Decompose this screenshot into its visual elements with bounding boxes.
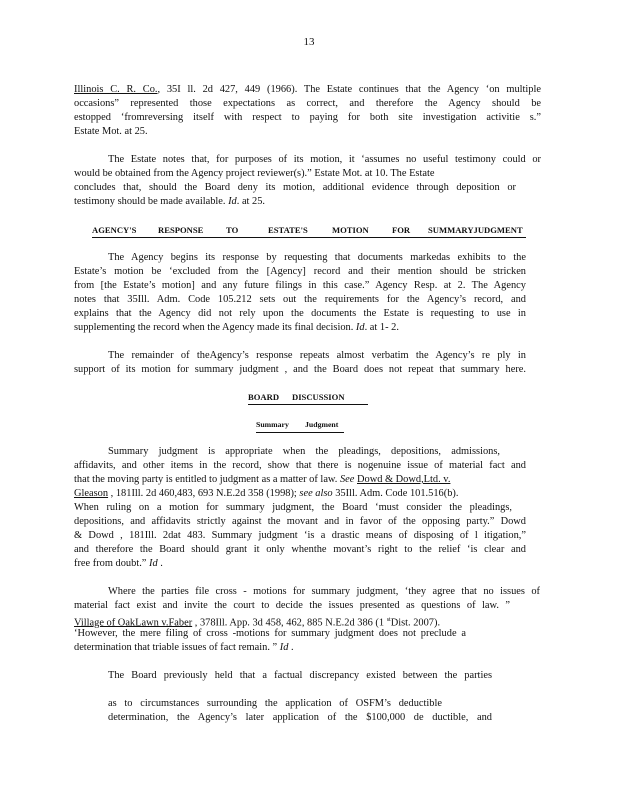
paragraph-5-line-1: Summary judgment is appropriate when the pleadings, depositions, admissions, [108, 446, 500, 457]
paragraph-3-line-1: The Agency begins its response by requesting that documents markedas exhibits to the [108, 252, 526, 263]
paragraph-6-line-3: Village of OakLawn v.Faber , 378Ill. App. 3d 458, 462, 885 N.E.2d 386 (1 $^{st}$Dist. 2007). [74, 617, 441, 629]
paragraph-5-line-3: that the moving party is entitled to judgment as a matter of law. See Dowd & Dowd,Ltd. v. [74, 474, 451, 485]
section-heading-board-discussion: BOARD DISCUSSION [248, 391, 368, 405]
paragraph-7-line-2: as to circumstances surrounding the application of OSFM’s deductible [108, 698, 442, 709]
paragraph-1-line-3: estopped ‘fromreversing itself with respect to paying for both site investigation activitie s.” [74, 112, 541, 123]
paragraph-3-line-3: from [the Estate’s motion] and any future filings in this case.” Agency Resp. at 2. The Agency [74, 280, 526, 291]
paragraph-5-line-7: & Dowd , 181Ill. 2dat 483. Summary judgment ‘is a drastic means of disposing of l itigation,” [74, 530, 526, 541]
paragraph-7-line-3: determination, the Agency’s later application of the $100,000 de ductible, and [108, 712, 492, 723]
page-number: 13 [303, 36, 315, 48]
case-citation: Gleason [74, 488, 109, 499]
paragraph-2-line-3: concludes that, should the Board deny its motion, additional evidence through deposition or [74, 182, 516, 193]
paragraph-3-line-2: Estate’s motion be ‘excluded from the [Agency] record and their mention should be stricken [74, 266, 526, 277]
paragraph-4-line-1: The remainder of theAgency’s response repeats almost verbatim the Agency’s re ply in [108, 350, 526, 361]
paragraph-1-line-2: occasions” represented those expectations as correct, and therefore the Agency should be [74, 98, 541, 109]
paragraph-4-line-2: support of its motion for summary judgment , and the Board does not repeat that summary here. [74, 364, 526, 375]
paragraph-7-line-1: The Board previously held that a factual discrepancy existed between the parties [108, 670, 492, 681]
case-citation: Dowd & Dowd,Ltd. v. [357, 474, 451, 485]
paragraph-3-line-4: notes that 35Ill. Adm. Code 105.212 sets out the requirements for the Agency’s record, and [74, 294, 526, 305]
paragraph-6-line-2: material fact exist and invite the court to decide the issues presented as questions of law. ” [74, 600, 510, 611]
section-heading-agency-response: AGENCY'S RESPONSE TO ESTATE'S MOTION FOR SUMMARYJUDGMENT [92, 224, 526, 238]
case-citation: Village of OakLawn v.Faber [74, 617, 193, 629]
paragraph-3-line-5: explains that the Agency did not rely upon the documents the Estate is requesting to use in [74, 308, 526, 319]
paragraph-2-line-4: testimony should be made available. Id. at 25. [74, 196, 266, 207]
paragraph-5-line-4: Gleason , 181Ill. 2d 460,483, 693 N.E.2d 358 (1998); see also 35Ill. Adm. Code 101.516(b). [74, 488, 459, 499]
paragraph-5-line-8: and therefore the Board should grant it only whenthe movant’s right to the relief ‘is clear and [74, 544, 526, 555]
paragraph-5-line-6: depositions, and affidavits strictly against the movant and in favor of the opposing party.” Dowd [74, 516, 526, 527]
paragraph-6-line-4: ‘However, the mere filing of cross -motions for summary judgment does not preclude a [74, 628, 466, 639]
paragraph-5-line-2: affidavits, and other items in the record, show that there is nogenuine issue of material fact and [74, 460, 526, 471]
paragraph-1-line-4: Estate Mot. at 25. [74, 126, 148, 137]
paragraph-3-line-6: supplementing the record when the Agency made its final decision. Id. at 1- 2. [74, 322, 399, 333]
paragraph-2-line-1: The Estate notes that, for purposes of its motion, it ‘assumes no useful testimony could or [108, 154, 541, 165]
paragraph-5-line-5: When ruling on a motion for summary judgment, the Board ‘must consider the pleadings, [74, 502, 512, 513]
paragraph-6-line-1: Where the parties file cross - motions for summary judgment, ‘they agree that no issues of [108, 586, 540, 597]
paragraph-5-line-9: free from doubt.” Id . [74, 558, 163, 569]
paragraph-1-line-1: Illinois C. R. Co., 35I ll. 2d 427, 449 (1966). The Estate continues that the Agency ‘on multiple [74, 84, 541, 95]
paragraph-2-line-2: would be obtained from the Agency project reviewer(s).” Estate Mot. at 10. The Estate [74, 168, 435, 179]
subheading-summary-judgment: Summary Judgment [256, 419, 344, 433]
paragraph-6-line-5: determination that triable issues of fact remain. ” Id . [74, 642, 294, 653]
case-citation: Illinois C. R. Co. [74, 84, 158, 95]
